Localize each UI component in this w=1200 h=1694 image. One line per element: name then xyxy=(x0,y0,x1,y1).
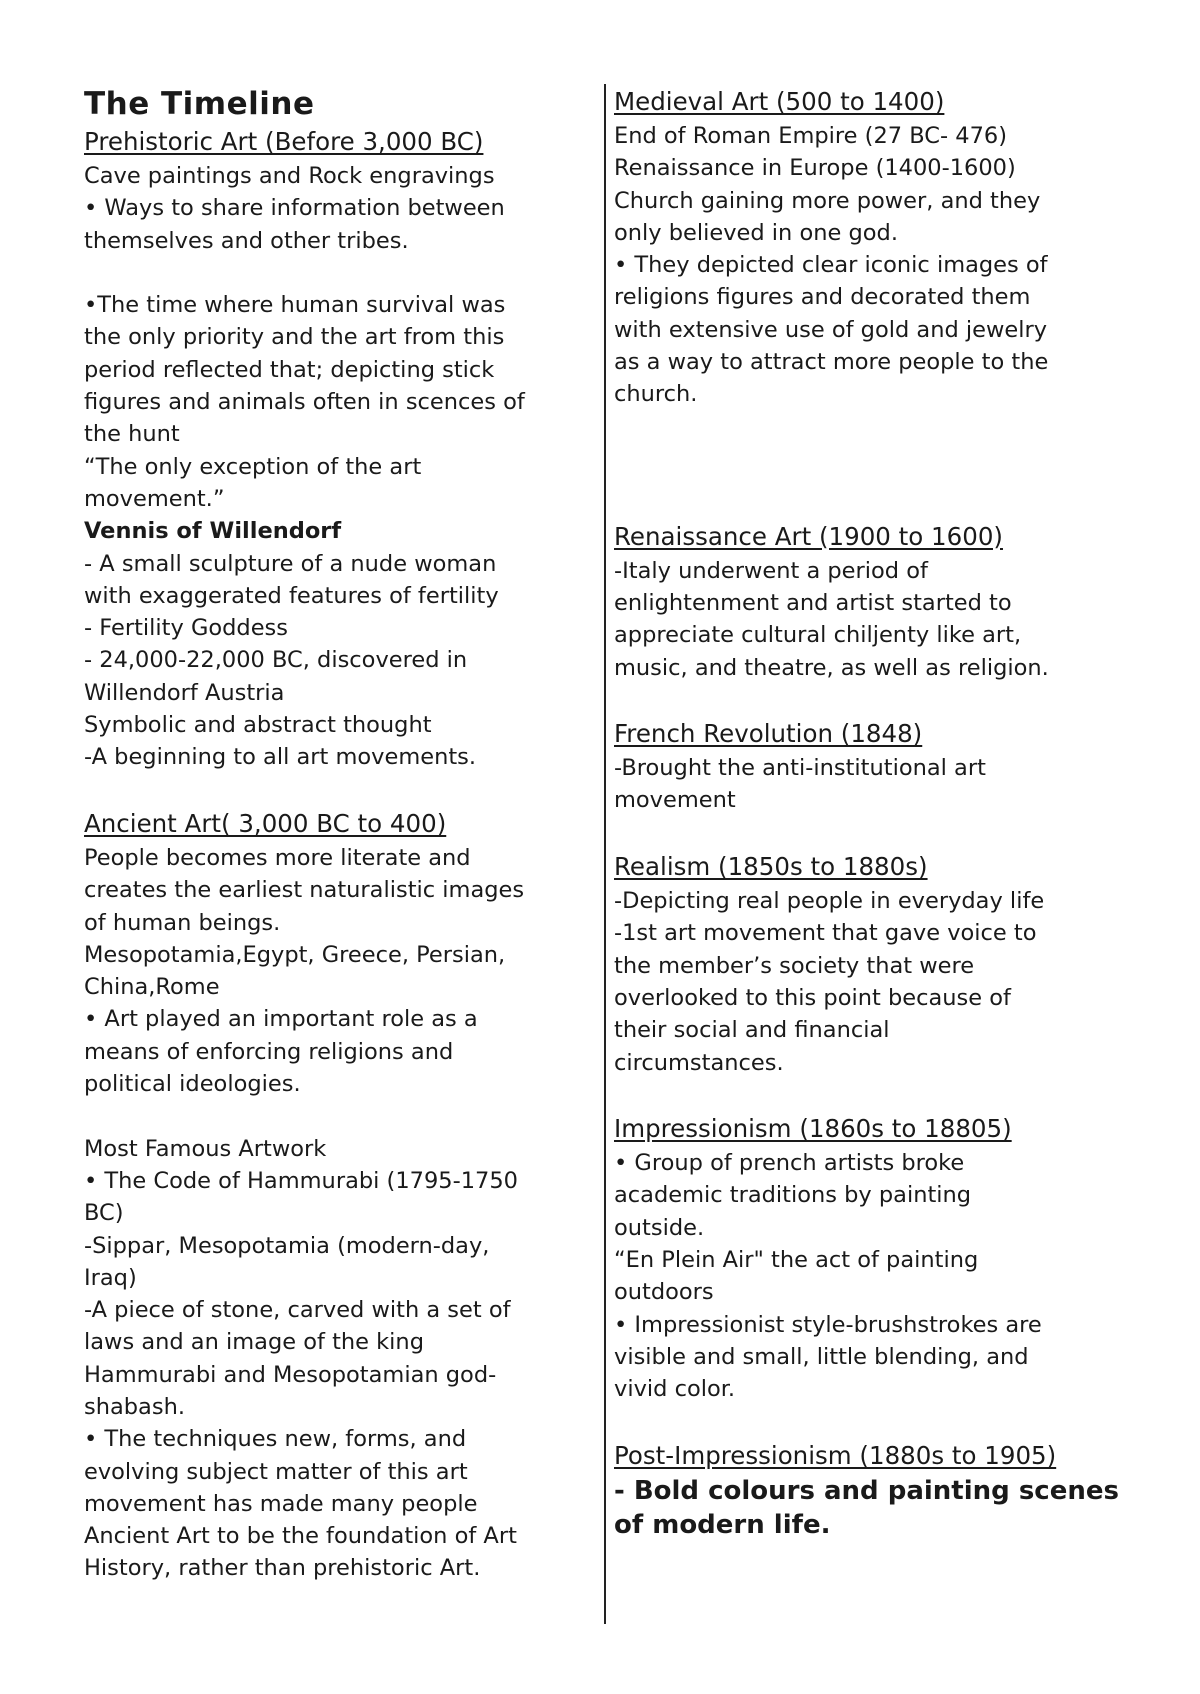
text-line: -A piece of stone, carved with a set of xyxy=(84,1297,511,1324)
text-line: with exaggerated features of fertility xyxy=(84,582,499,609)
text-line: with extensive use of gold and jewelry xyxy=(614,316,1048,343)
text-line: religions figures and decorated them xyxy=(614,284,1031,311)
text-line: evolving subject matter of this art xyxy=(84,1458,468,1485)
prehistoric-text-c xyxy=(84,548,604,774)
text-line: vivid color. xyxy=(614,1376,736,1403)
post-impressionism-text xyxy=(614,1474,1134,1543)
text-line: themselves and other tribes. xyxy=(84,227,409,254)
text-line: - Bold colours and painting scenes xyxy=(614,1475,1119,1506)
ancient-text-b xyxy=(84,1133,604,1585)
text-line: figures and animals often in scences of xyxy=(84,389,525,416)
text-line: • They depicted clear iconic images of xyxy=(614,252,1048,279)
right-column xyxy=(614,84,1134,1543)
text-line: academic traditions by painting xyxy=(614,1182,972,1209)
text-line: -Depicting real people in everyday life xyxy=(614,888,1045,915)
text-line: music, and theatre, as well as religion. xyxy=(614,654,1049,681)
text-line: movement.” xyxy=(84,485,225,512)
text-line: BC) xyxy=(84,1200,124,1227)
text-line: • Ways to share information between xyxy=(84,195,505,222)
text-line: People becomes more literate and xyxy=(84,844,471,871)
text-line: overlooked to this point because of xyxy=(614,984,1011,1011)
text-line: outdoors xyxy=(614,1279,714,1306)
left-column xyxy=(84,84,604,1585)
text-line: appreciate cultural chiljenty like art, xyxy=(614,622,1022,649)
section-heading-prehistoric: Prehistoric Art (Before 3,000 BC) xyxy=(84,127,484,156)
text-line: Hammurabi and Mesopotamian god- xyxy=(84,1361,497,1388)
text-line: History, rather than prehistoric Art. xyxy=(84,1555,481,1582)
text-line: the only priority and the art from this xyxy=(84,324,505,351)
subheading-vennis: Vennis of Willendorf xyxy=(84,518,342,545)
text-line: -Italy underwent a period of xyxy=(614,557,928,584)
text-line: Ancient Art to be the foundation of Art xyxy=(84,1523,517,1550)
text-line: church. xyxy=(614,381,698,408)
text-line: of modern life. xyxy=(614,1510,831,1541)
text-line: Mesopotamia,Egypt, Greece, Persian, xyxy=(84,941,506,968)
section-heading-impressionism: Impressionism (1860s to 18805) xyxy=(614,1114,1012,1144)
prehistoric-text-a xyxy=(84,160,604,257)
section-heading-post-impressionism: Post-Impressionism (1880s to 1905) xyxy=(614,1440,1057,1470)
text-line: “En Plein Air" the act of painting xyxy=(614,1247,979,1274)
text-line: Willendorf Austria xyxy=(84,679,285,706)
text-line: • The techniques new, forms, and xyxy=(84,1426,467,1453)
text-line: political ideologies. xyxy=(84,1071,301,1098)
text-line: period reflected that; depicting stick xyxy=(84,356,495,383)
text-line: Renaissance in Europe (1400-1600) xyxy=(614,155,1016,182)
text-line: • Art played an important role as a xyxy=(84,1006,478,1033)
text-line: •The time where human survival was xyxy=(84,292,506,319)
text-line: of human beings. xyxy=(84,909,281,936)
text-line: - 24,000-22,000 BC, discovered in xyxy=(84,647,468,674)
section-heading-realism: Realism (1850s to 1880s) xyxy=(614,852,928,882)
text-line: Church gaining more power, and they xyxy=(614,187,1041,214)
text-line: visible and small, little blending, and xyxy=(614,1343,1029,1370)
text-line: shabash. xyxy=(84,1393,185,1420)
text-line: - A small sculpture of a nude woman xyxy=(84,550,497,577)
text-line: • Impressionist style-brushstrokes are xyxy=(614,1311,1042,1338)
text-line: -Brought the anti-institutional art xyxy=(614,755,986,782)
text-line: • Group of prench artists broke xyxy=(614,1150,965,1177)
text-line: Symbolic and abstract thought xyxy=(84,712,432,739)
text-line: laws and an image of the king xyxy=(84,1329,424,1356)
text-line: - Fertility Goddess xyxy=(84,615,288,642)
text-line: End of Roman Empire (27 BC- 476) xyxy=(614,123,1007,149)
text-line: the hunt xyxy=(84,421,180,448)
text-line: • The Code of Hammurabi (1795-1750 xyxy=(84,1167,518,1194)
text-line: enlightenment and artist started to xyxy=(614,589,1012,616)
text-line: -Sippar, Mesopotamia (modern-day, xyxy=(84,1232,490,1259)
text-line: the member’s society that were xyxy=(614,952,975,979)
section-heading-ancient: Ancient Art( 3,000 BC to 400) xyxy=(84,808,447,838)
text-line: “The only exception of the art xyxy=(84,453,422,480)
text-line: their social and financial xyxy=(614,1017,890,1044)
page-title: The Timeline xyxy=(84,86,315,122)
text-line: China,Rome xyxy=(84,974,220,1001)
ancient-text-a xyxy=(84,842,604,1100)
text-line: -1st art movement that gave voice to xyxy=(614,920,1037,947)
text-line: movement xyxy=(614,787,736,814)
renaissance-text xyxy=(614,555,1134,684)
text-line: as a way to attract more people to the xyxy=(614,349,1049,376)
text-line: -A beginning to all art movements. xyxy=(84,744,477,771)
text-line: means of enforcing religions and xyxy=(84,1038,454,1065)
text-line: creates the earliest naturalistic images xyxy=(84,877,525,904)
french-revolution-text xyxy=(614,752,1134,817)
section-heading-medieval: Medieval Art (500 to 1400) xyxy=(614,87,945,116)
text-line: circumstances. xyxy=(614,1049,784,1076)
section-heading-renaissance: Renaissance Art (1900 to 1600) xyxy=(614,521,1003,551)
medieval-text xyxy=(614,120,1134,411)
text-line: outside. xyxy=(614,1214,705,1241)
text-line: only believed in one god. xyxy=(614,219,898,246)
text-line: Iraq) xyxy=(84,1264,137,1291)
text-line: Cave paintings and Rock engravings xyxy=(84,163,495,189)
text-line: movement has made many people xyxy=(84,1490,478,1517)
prehistoric-text-b xyxy=(84,289,604,515)
text-line: Most Famous Artwork xyxy=(84,1135,327,1162)
realism-text xyxy=(614,885,1134,1079)
column-divider xyxy=(604,84,606,1624)
impressionism-text xyxy=(614,1147,1134,1405)
section-heading-french-revolution: French Revolution (1848) xyxy=(614,719,923,749)
